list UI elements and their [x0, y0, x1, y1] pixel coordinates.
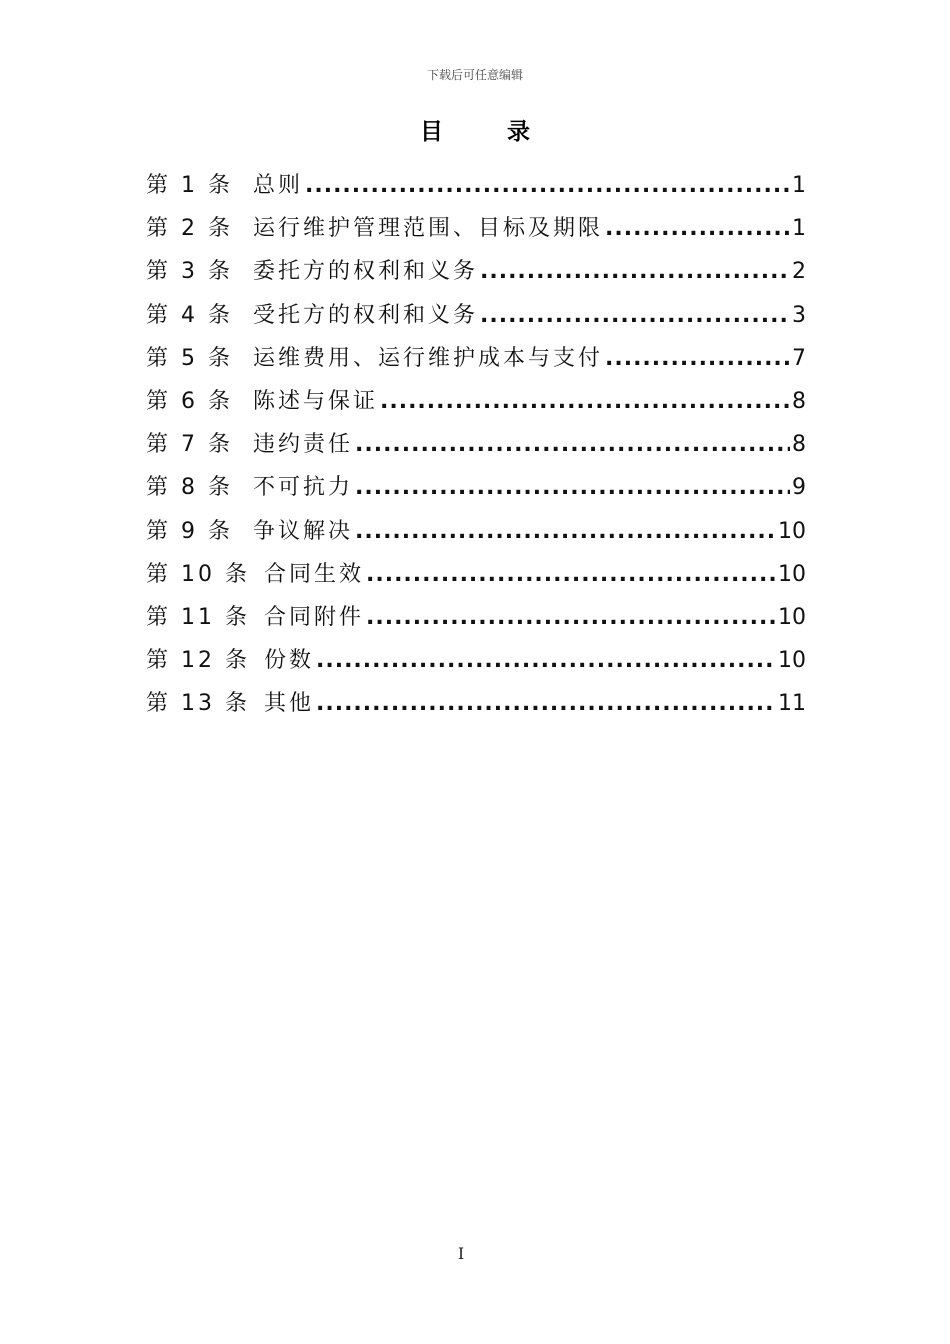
toc-entry-number: 第 9 条 — [146, 518, 233, 544]
toc-entry-number: 第 5 条 — [146, 345, 233, 371]
toc-entry-title: 陈述与保证 — [252, 388, 378, 414]
toc-entry[interactable] — [146, 427, 806, 470]
toc-entry-page: 9 — [792, 475, 806, 501]
toc-entry[interactable] — [146, 298, 806, 341]
toc-entry[interactable] — [146, 643, 806, 686]
toc-entry[interactable] — [146, 686, 806, 729]
toc-entry-title: 运行维护管理范围、目标及期限 — [252, 216, 603, 242]
toc-entry-number: 第 3 条 — [146, 259, 233, 285]
toc-leader-dots — [605, 216, 790, 241]
toc-entry-number: 第 11 条 — [146, 604, 250, 630]
toc-entry[interactable] — [146, 341, 806, 384]
toc-entry-title: 其他 — [263, 691, 314, 717]
toc-entry[interactable] — [146, 254, 806, 297]
toc-leader-dots — [480, 303, 790, 328]
toc-entry-number: 第 8 条 — [146, 475, 233, 501]
toc-entry-number: 第 7 条 — [146, 432, 233, 458]
toc-leader-dots — [366, 605, 776, 630]
page-number: I — [457, 1244, 465, 1263]
toc-entry-page: 3 — [792, 302, 806, 328]
toc-entry-title: 份数 — [263, 648, 314, 674]
toc-entry[interactable] — [146, 470, 806, 513]
toc-entry-title: 不可抗力 — [252, 475, 353, 501]
toc-entry-number: 第 10 条 — [146, 561, 250, 587]
toc-entry[interactable] — [146, 168, 806, 211]
toc-entry-page: 10 — [778, 604, 806, 630]
toc-title: 目 录 — [419, 119, 558, 145]
toc-entry-title: 受托方的权利和义务 — [252, 302, 478, 328]
toc-leader-dots — [305, 173, 790, 198]
toc-entry-title: 委托方的权利和义务 — [252, 259, 478, 285]
toc-entry-number: 第 6 条 — [146, 388, 233, 414]
toc-entry[interactable] — [146, 514, 806, 557]
toc-leader-dots — [316, 648, 776, 673]
header-note: 下载后可任意编辑 — [426, 68, 523, 82]
toc-entry-number: 第 13 条 — [146, 691, 250, 717]
toc-leader-dots — [380, 389, 790, 414]
toc-entry-page: 8 — [792, 388, 806, 414]
toc-leader-dots — [355, 475, 790, 500]
toc-leader-dots — [355, 432, 790, 457]
toc-entry-page: 10 — [778, 648, 806, 674]
toc-entry-title: 合同生效 — [263, 561, 364, 587]
toc-entry-number: 第 2 条 — [146, 216, 233, 242]
toc-entry[interactable] — [146, 557, 806, 600]
toc-entry-number: 第 12 条 — [146, 648, 250, 674]
toc-entry-title: 总则 — [252, 173, 303, 198]
toc-entry-page: 10 — [778, 518, 806, 544]
toc-leader-dots — [366, 562, 776, 587]
toc-entry[interactable] — [146, 600, 806, 643]
toc-entry[interactable] — [146, 384, 806, 427]
toc-entry-number: 第 1 条 — [146, 173, 233, 198]
table-of-contents — [146, 168, 806, 729]
toc-entry-title: 违约责任 — [252, 432, 353, 458]
toc-entry-page: 2 — [792, 259, 806, 285]
toc-entry-title: 争议解决 — [252, 518, 353, 544]
toc-entry-title: 运维费用、运行维护成本与支付 — [252, 345, 603, 371]
toc-leader-dots — [480, 259, 790, 284]
toc-entry-page: 1 — [792, 216, 806, 242]
toc-leader-dots — [355, 519, 776, 544]
toc-entry-page: 1 — [792, 173, 806, 198]
toc-entry-page: 10 — [778, 561, 806, 587]
toc-entry[interactable] — [146, 211, 806, 254]
toc-entry-page: 7 — [792, 345, 806, 371]
toc-entry-page: 8 — [792, 432, 806, 458]
toc-entry-number: 第 4 条 — [146, 302, 233, 328]
toc-entry-page: 11 — [778, 691, 806, 717]
toc-leader-dots — [605, 346, 790, 371]
toc-entry-title: 合同附件 — [263, 604, 364, 630]
toc-leader-dots — [316, 691, 776, 716]
